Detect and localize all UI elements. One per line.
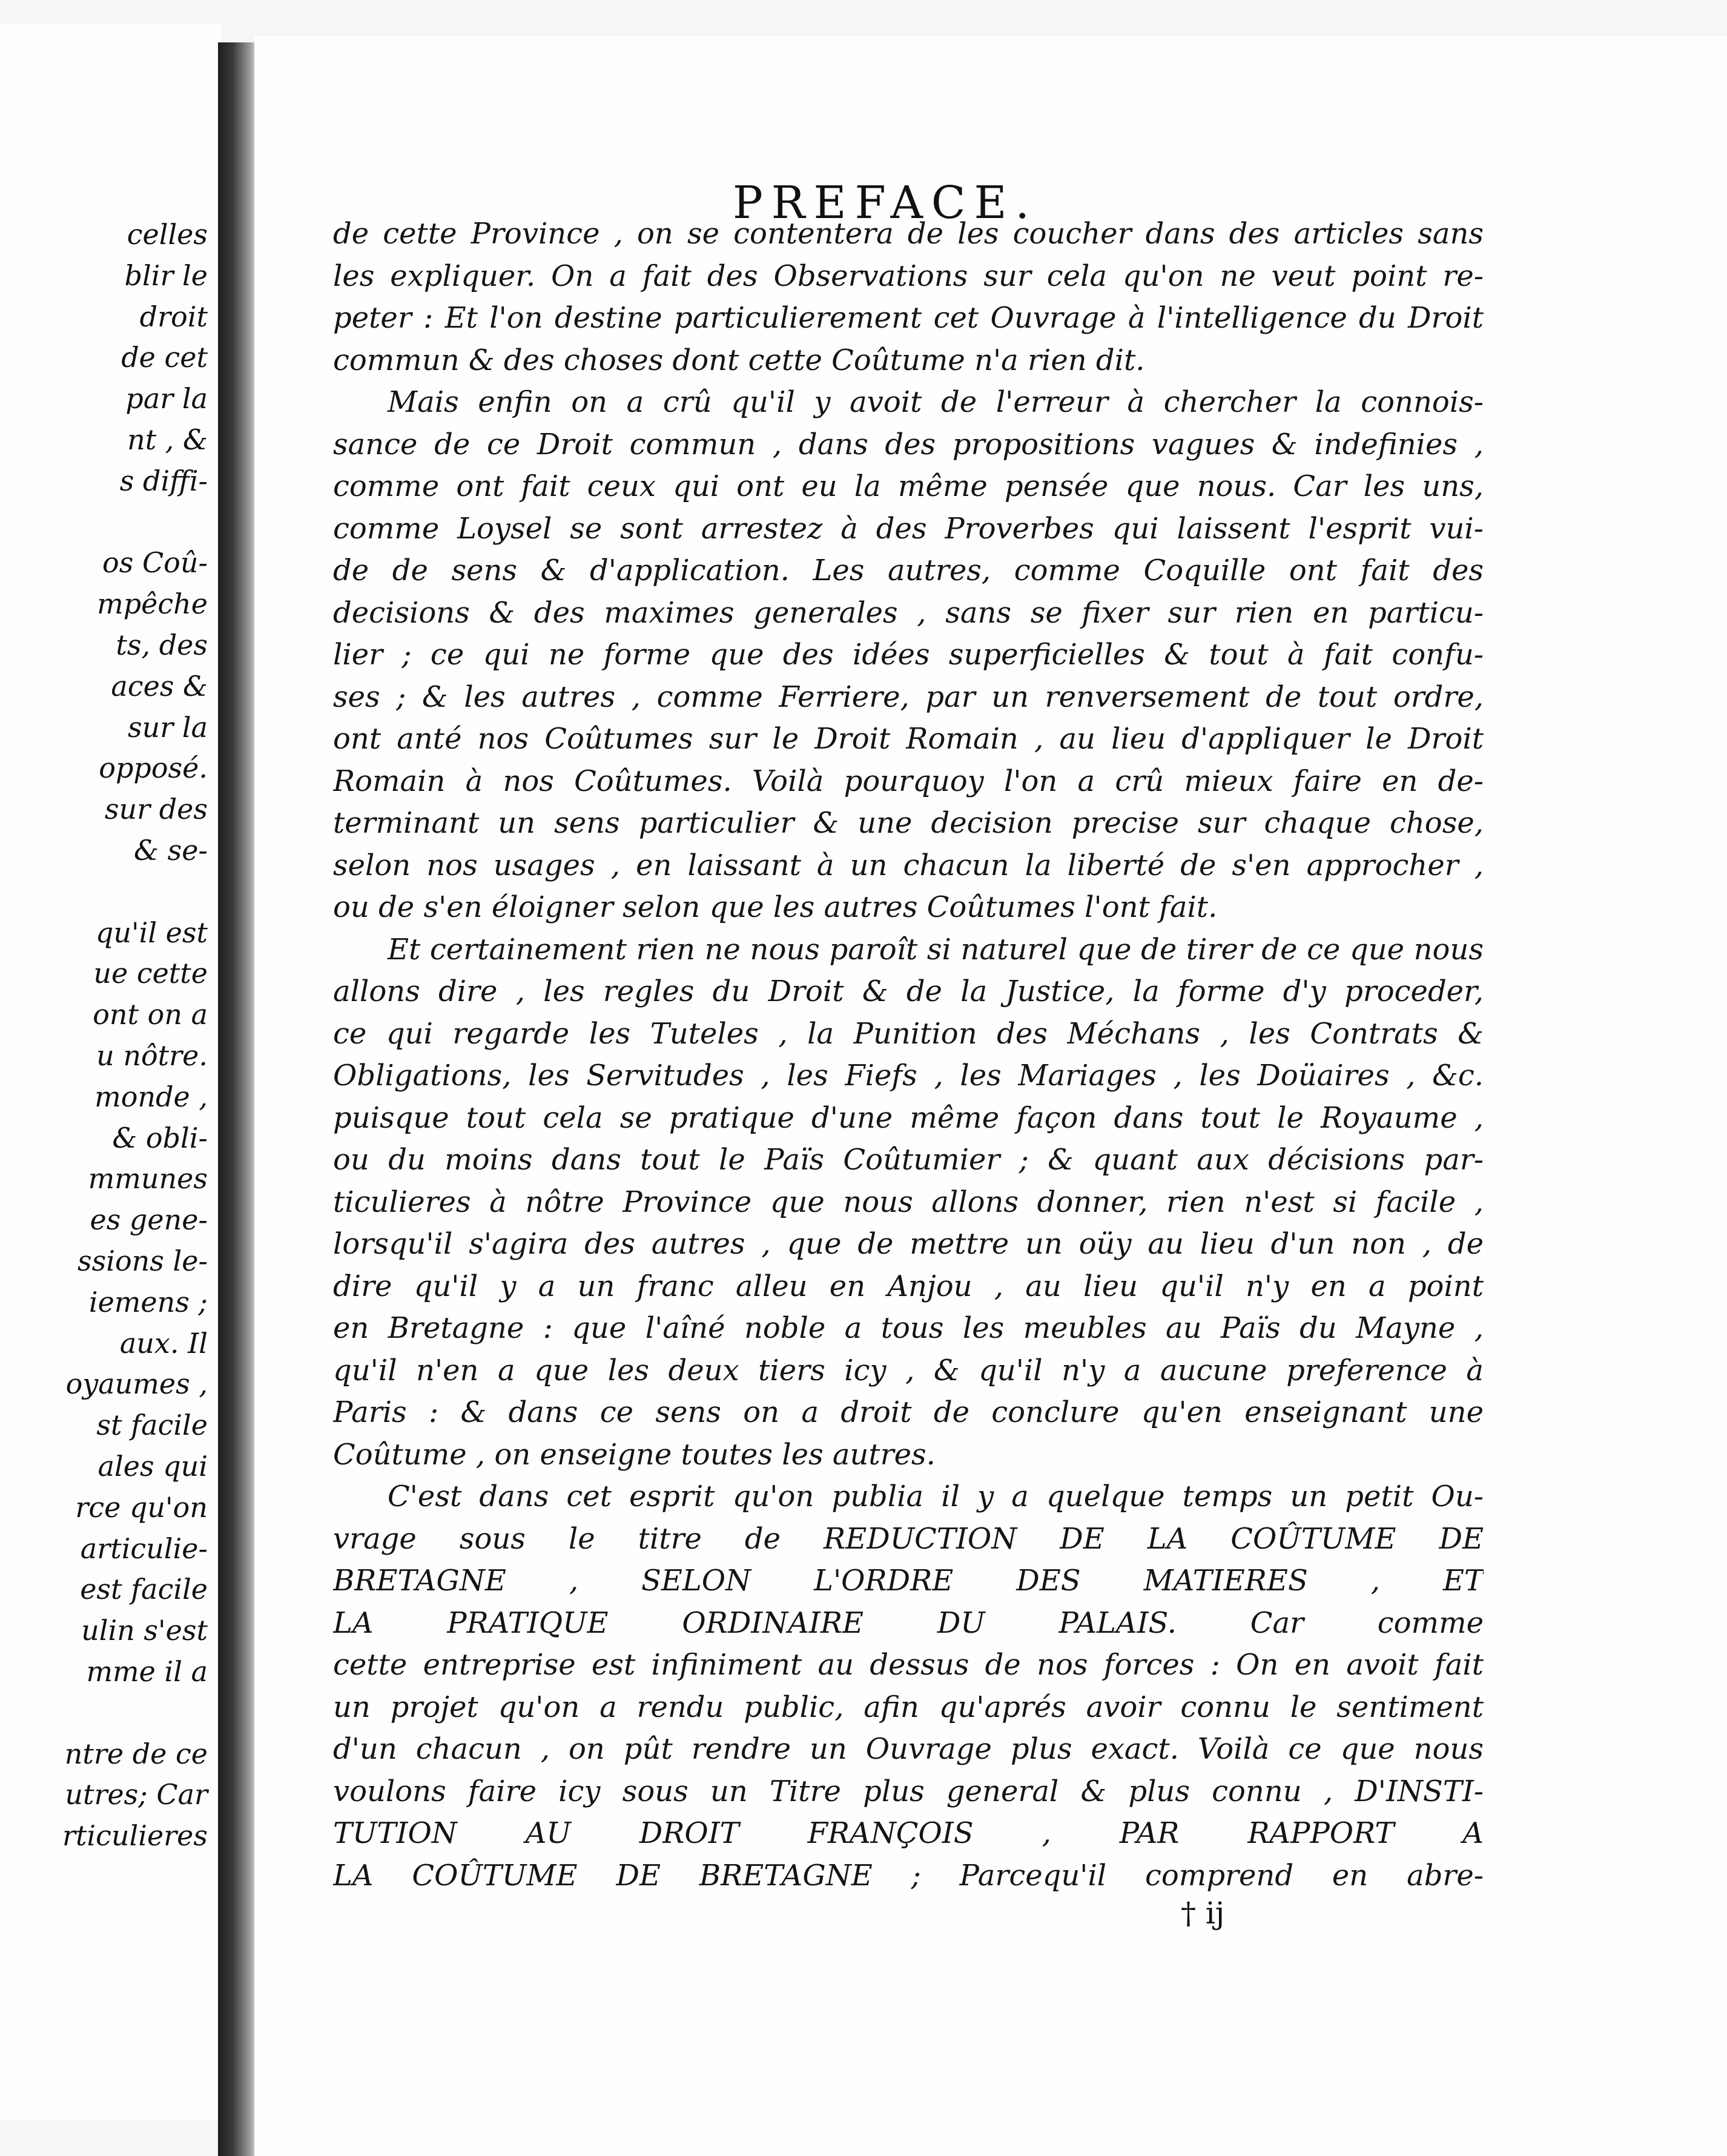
text-line: terminant un sens particulier & une decision precise sur chaque chose, xyxy=(333,806,1484,840)
left-page-fragment: es gene- xyxy=(90,1203,208,1237)
right-main-page xyxy=(254,36,1727,2156)
left-page-fragment: rce qu'on xyxy=(75,1490,208,1524)
left-page-fragment: oyaumes , xyxy=(65,1367,208,1401)
text-line: Romain à nos Coûtumes. Voilà pourquoy l'on a crû mieux faire en de- xyxy=(333,764,1484,798)
text-line: Mais enfin on a crû qu'il y avoit de l'erreur à chercher la connois- xyxy=(388,385,1484,419)
left-facing-page xyxy=(0,24,221,2120)
left-page-fragment: sur la xyxy=(128,710,208,744)
text-line: voulons faire icy sous un Titre plus general & plus connu , D'INSTI- xyxy=(333,1774,1484,1808)
text-line: les expliquer. On a fait des Observations sur cela qu'on ne veut point re- xyxy=(333,259,1484,293)
left-page-fragment: utres; Car xyxy=(65,1778,208,1811)
text-line: de cette Province , on se contentera de les coucher dans des articles sans xyxy=(333,217,1484,251)
text-line: BRETAGNE , SELON L'ORDRE DES MATIERES , ET xyxy=(333,1564,1484,1598)
left-page-fragment: ont on a xyxy=(93,998,208,1031)
text-line: Obligations, les Servitudes , les Fiefs , les Mariages , les Doüaires , &c. xyxy=(333,1059,1484,1093)
left-page-fragment: par la xyxy=(125,382,208,415)
signature-mark: † ij xyxy=(1181,1896,1225,1931)
text-line: ses ; & les autres , comme Ferriere, par un renversement de tout ordre, xyxy=(333,680,1484,714)
text-line: C'est dans cet esprit qu'on publia il y a quelque temps un petit Ou- xyxy=(388,1480,1484,1513)
left-page-fragment: os Coû- xyxy=(102,546,208,580)
text-line: puisque tout cela se pratique d'une même façon dans tout le Royaume , xyxy=(333,1100,1484,1135)
text-line: comme Loysel se sont arrestez à des Proverbes qui laissent l'esprit vui- xyxy=(333,511,1484,546)
left-page-fragment: sur des xyxy=(104,793,208,826)
text-line: d'un chacun , on pût rendre un Ouvrage plus exact. Voilà ce que nous xyxy=(333,1732,1484,1766)
text-line: peter : Et l'on destine particulierement cet Ouvrage à l'intelligence du Droit xyxy=(333,301,1484,335)
left-page-fragment: ales qui xyxy=(97,1450,208,1483)
left-page-fragment: iemens ; xyxy=(88,1285,208,1318)
text-line: un projet qu'on a rendu public, afin qu'aprés avoir connu le sentiment xyxy=(333,1690,1484,1724)
left-page-fragment: droit xyxy=(139,300,208,333)
text-line: lier ; ce qui ne forme que des idées superficielles & tout à fait confu- xyxy=(333,638,1484,672)
left-page-fragment: & se- xyxy=(134,834,208,867)
text-line: Coûtume , on enseigne toutes les autres. xyxy=(333,1437,936,1472)
text-line: LA COÛTUME DE BRETAGNE ; Parcequ'il comprend en abre- xyxy=(333,1858,1484,1893)
text-line: ce qui regarde les Tuteles , la Punition des Méchans , les Contrats & xyxy=(333,1016,1484,1051)
text-line: dire qu'il y a un franc alleu en Anjou , au lieu qu'il n'y en a point xyxy=(333,1269,1484,1303)
text-line: ou du moins dans tout le Païs Coûtumier ; & quant aux décisions par- xyxy=(333,1143,1484,1177)
left-page-fragment: mpêche xyxy=(97,587,208,621)
left-page-fragment: mme il a xyxy=(86,1655,208,1688)
left-page-fragment: aces & xyxy=(111,669,208,703)
left-page-fragment: est facile xyxy=(80,1573,208,1606)
left-page-fragment: mmunes xyxy=(88,1162,208,1195)
left-page-fragment: nt , & xyxy=(127,423,208,456)
text-line: en Bretagne : que l'aîné noble a tous les meubles au Païs du Mayne , xyxy=(333,1311,1484,1345)
left-page-fragment: aux. Il xyxy=(119,1326,208,1360)
left-page-fragment: articulie- xyxy=(80,1532,208,1565)
left-page-fragment: ntre de ce xyxy=(64,1737,208,1770)
text-line: lorsqu'il s'agira des autres , que de mettre un oüy au lieu d'un non , de xyxy=(333,1227,1484,1261)
left-page-fragment: de cet xyxy=(121,341,208,374)
text-line: TUTION AU DROIT FRANÇOIS , PAR RAPPORT A xyxy=(333,1816,1484,1850)
page-heading: PREFACE. xyxy=(733,177,1039,229)
left-page-fragment: monde , xyxy=(94,1080,208,1113)
text-line: vrage sous le titre de REDUCTION DE LA COÛTUME DE xyxy=(333,1521,1484,1556)
left-page-fragment: u nôtre. xyxy=(96,1039,208,1072)
left-page-fragment: opposé. xyxy=(99,752,208,785)
text-line: LA PRATIQUE ORDINAIRE DU PALAIS. Car comme xyxy=(333,1605,1484,1640)
text-line: ticulieres à nôtre Province que nous allons donner, rien n'est si facile , xyxy=(333,1185,1484,1219)
text-line: comme ont fait ceux qui ont eu la même pensée que nous. Car les uns, xyxy=(333,469,1484,503)
left-page-fragment: ssions le- xyxy=(78,1245,208,1277)
left-page-fragment: blir le xyxy=(124,259,208,292)
left-page-fragment: & obli- xyxy=(112,1121,208,1154)
text-line: cette entreprise est infiniment au dessus de nos forces : On en avoit fait xyxy=(333,1648,1484,1682)
left-page-fragment: s diffi- xyxy=(119,464,208,497)
text-line: decisions & des maximes generales , sans se fixer sur rien en particu- xyxy=(333,595,1484,630)
left-page-fragment: ue cette xyxy=(93,957,208,990)
left-page-fragment: rticulieres xyxy=(62,1819,208,1853)
text-line: de de sens & d'application. Les autres, comme Coquille ont fait des xyxy=(333,554,1484,587)
left-page-fragment: qu'il est xyxy=(95,916,208,949)
left-page-fragment: ulin s'est xyxy=(81,1614,208,1647)
left-page-fragment: ts, des xyxy=(116,629,208,661)
text-line: qu'il n'en a que les deux tiers icy , & qu'il n'y a aucune preference à xyxy=(333,1353,1484,1387)
text-line: ont anté nos Coûtumes sur le Droit Romain , au lieu d'appliquer le Droit xyxy=(333,722,1484,756)
text-line: commun & des choses dont cette Coûtume n'a rien dit. xyxy=(333,343,1145,377)
text-line: selon nos usages , en laissant à un chacun la liberté de s'en approcher , xyxy=(333,848,1484,882)
text-line: allons dire , les regles du Droit & de la Justice, la forme d'y proceder, xyxy=(333,974,1484,1008)
text-line: Et certainement rien ne nous paroît si naturel que de tirer de ce que nous xyxy=(388,932,1484,967)
left-page-fragment: celles xyxy=(127,218,208,251)
text-line: ou de s'en éloigner selon que les autres Coûtumes l'ont fait. xyxy=(333,890,1218,924)
text-line: Paris : & dans ce sens on a droit de conclure qu'en enseignant une xyxy=(333,1395,1484,1429)
text-line: sance de ce Droit commun , dans des propositions vagues & indefinies , xyxy=(333,427,1484,461)
preface-text-block xyxy=(333,213,1484,1897)
left-page-fragment: st facile xyxy=(96,1409,208,1442)
